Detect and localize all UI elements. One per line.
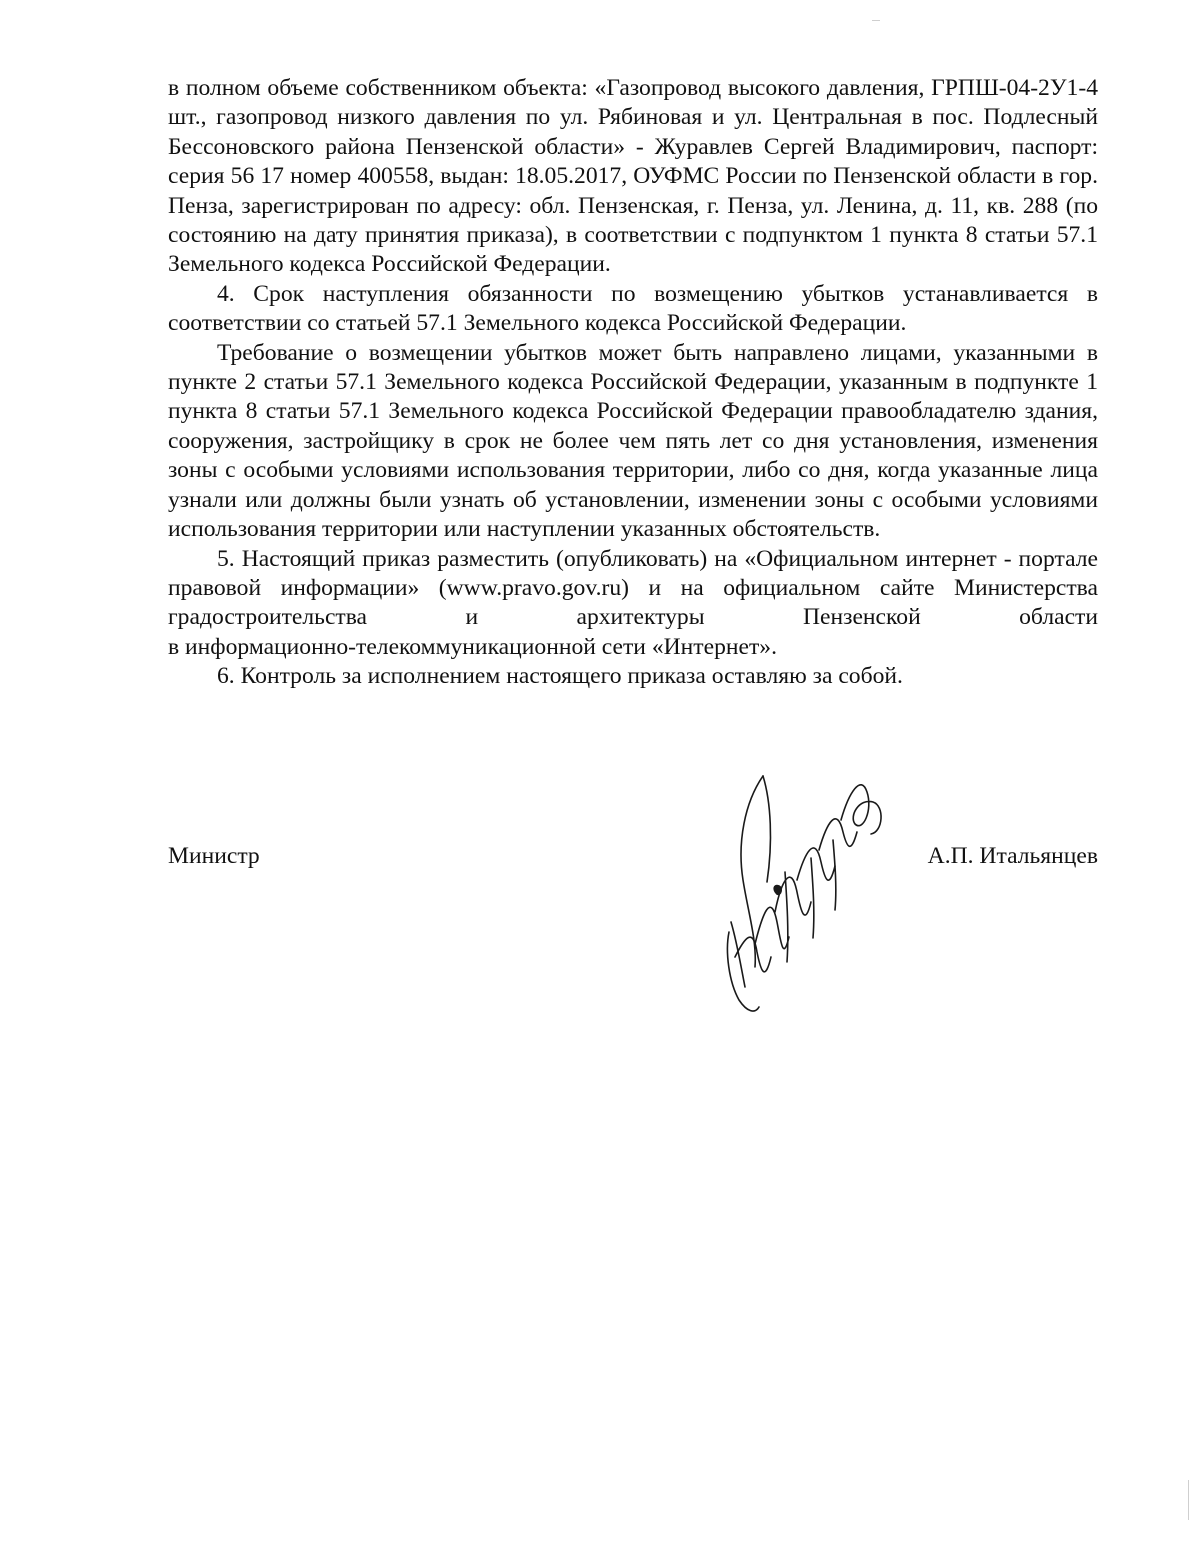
scan-mark-right	[1188, 1480, 1189, 1520]
signature-block	[168, 842, 1098, 882]
paragraph-item-5-continuation: в информационно-телекоммуникационной сети «Интернет».	[168, 633, 777, 660]
document-body	[168, 74, 1098, 692]
handwritten-signature	[715, 762, 895, 1022]
paragraph-claim-requirements: Требование о возмещении убытков может быть направлено лицами, указанными в пункте 2 статьи 57.1 Земельного кодекса Российской Федерации, указанным в подпункте 1 пункта 8 статьи 57.1 Земельного кодекса Российской Федерации правообладателю здания, сооружения, застройщику в срок не более чем пять лет со дня установления, изменения зоны с особыми условиями использования территории, либо со дня, когда указанные лица узнали или должны были узнать об установлении, изменении зоны с особыми условиями использования территории или наступлении указанных обстоятельств.	[168, 339, 1098, 543]
signer-title: Министр	[168, 843, 260, 869]
signer-name: А.П. Итальянцев	[927, 843, 1098, 869]
paragraph-owner-info: в полном объеме собственником объекта: «Газопровод высокого давления, ГРПШ-04-2У1-4 шт., газопровод низкого давления по ул. Рябиновая и ул. Центральная в пос. Подлесный Бессоновского района Пензенской области» - Журавлев Сергей Владимирович, паспорт: серия 56 17 номер 400558, выдан: 18.05.2017, ОУФМС России по Пензенской области в гор. Пенза, зарегистрирован по адресу: обл. Пензенская, г. Пенза, ул. Ленина, д. 11, кв. 288 (по состоянию на дату принятия приказа), в соответствии с подпунктом 1 пункта 8 статьи 57.1 Земельного кодекса Российской Федерации.	[168, 75, 1098, 278]
paragraph-item-5: 5. Настоящий приказ разместить (опубликовать) на «Официальном интернет - портале правовой информации» (www.pravo.gov.ru) и на официальном сайте Министерства градостроительства и архитектуры Пензенской области	[168, 545, 1098, 631]
paragraph-item-4: 4. Срок наступления обязанности по возмещению убытков устанавливается в соответствии со статьей 57.1 Земельного кодекса Российской Федерации.	[168, 280, 1098, 337]
paragraph-item-6: 6. Контроль за исполнением настоящего приказа оставляю за собой.	[217, 663, 903, 690]
scan-mark-top	[872, 20, 880, 21]
